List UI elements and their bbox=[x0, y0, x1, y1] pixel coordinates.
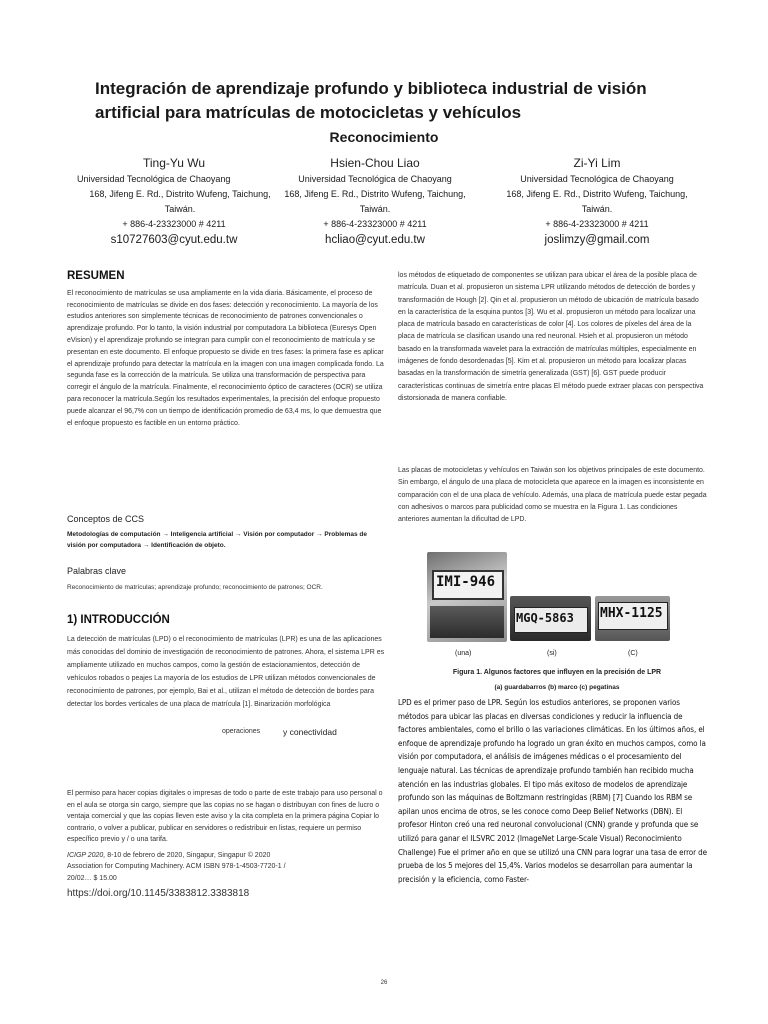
author-block-2 bbox=[260, 155, 490, 249]
plate-photo-b bbox=[510, 596, 591, 641]
plate-text-b: MGQ-5863 bbox=[516, 611, 574, 625]
intro-text: La detección de matrículas (LPD) o el reconocimiento de matrículas (LPR) es una de las aplicaciones más conocidas del dominio de investigación de reconocimiento de patrones. Ahora, el sistema LPR es ampliamente utilizado en muchos campos, como la gestión de estacionamientos, detección de vehículos robados o peajes La mayoría de los estudios de LPR utilizan métodos convencionales de reconocimiento de patrones, por ejemplo, Bai et al., utilizan el método de detección de bordes para detectar los bordes verticales de una placa de matrícula [1]. Binarización morfológica bbox=[67, 635, 385, 708]
conference-line bbox=[67, 850, 385, 862]
author-name: Ting-Yu Wu bbox=[142, 156, 206, 170]
figure-label-b: (si) bbox=[547, 650, 557, 657]
keywords-text: Reconocimiento de matrículas; aprendizaje profundo; reconocimiento de patrones; OCR. bbox=[67, 583, 323, 591]
right-para-3: LPD es el primer paso de LPR. Según los estudios anteriores, se proponen varios métodos para ubicar las placas en diversas condiciones y reducir la influencia de factores ambientales, como el brillo o las variaciones climáticas. En los últimos años, el enfoque de aprendizaje profundo ha logrado un gran éxito en muchos campos, como la visión por computadora, el análisis de imágenes médicas o el procesamiento del lenguaje natural. Las técnicas de aprendizaje profundo también han recibido mucha atención en las industrias globales. El tipo más exitoso de modelos de aprendizaje profundo son las máquinas de Boltzmann restringidas (RBM) [7] Cuando los RBM se apilan unos encima de otros, se les conoce como Deep Belief Networks (DBN). El profesor Hinton creó una red neuronal convolucional (CNN) grande y profunda que se utilizó para ganar el ILSVRC 2012 (ImageNet Large-Scale Visual) Reconocimiento Challenge) Fue el primer año en que se utilizó una CNN para lograr una tasa de error de prueba de los 5 mejores del 15,4%. Varios modelos se desarrollan para aumentar la precisión y la eficiencia, como Faster- bbox=[398, 698, 707, 884]
right-column-mid bbox=[398, 465, 708, 526]
author-affiliation: Universidad Tecnológica de Chaoyang bbox=[520, 174, 674, 184]
abstract-heading: RESUMEN bbox=[67, 270, 125, 282]
left-column bbox=[67, 271, 385, 429]
author-email[interactable]: hcliao@cyut.edu.tw bbox=[325, 234, 425, 246]
intro-block bbox=[67, 615, 385, 711]
author-email[interactable]: joslimzy@gmail.com bbox=[544, 234, 650, 246]
figure-caption: Figura 1. Algunos factores que influyen en la precisión de LPR bbox=[452, 669, 662, 676]
author-affiliation: Universidad Tecnológica de Chaoyang bbox=[298, 174, 452, 184]
plate-photo-c bbox=[595, 596, 670, 641]
doi-link[interactable]: https://doi.org/10.1145/3383812.3383818 bbox=[67, 888, 250, 899]
right-para-2: Las placas de motocicletas y vehículos en Taiwán son los objetivos principales de este documento. Sin embargo, el ángulo de una placa de motocicleta que aparece en la imagen es inconsistente en comparación con el de una placa de vehículo. Además, una placa de matrícula puede estar pegada con adhesivos o marcos para publicidad como se muestra en la Figura 1. Las condiciones anteriores aumentan la dificultad de LPD. bbox=[398, 467, 707, 524]
intro-heading: 1) INTRODUCCIÓN bbox=[67, 614, 170, 626]
author-affiliation: Universidad Tecnológica de Chaoyang bbox=[77, 174, 231, 184]
paper-title-line2: artificial para matrículas de motocicletas y vehículos bbox=[95, 103, 522, 122]
author-name: Hsien-Chou Liao bbox=[330, 156, 420, 170]
author-block-3 bbox=[482, 155, 712, 249]
ccs-text: Metodologías de computación → Inteligencia artificial → Visión por computador → Problemas de visión por computadora → Identificación de objeto. bbox=[67, 530, 368, 549]
permission-block bbox=[67, 788, 385, 900]
keywords-heading: Palabras clave bbox=[67, 566, 127, 576]
permission-text: El permiso para hacer copias digitales o impresas de todo o parte de este trabajo para uso personal o en el aula se otorga sin cargo, siempre que las copias no se hagan o distribuyan con fines de lucro o ventaja comercial y que las copias lleven este aviso y la cita completa en la primera página Copiar lo contrario, o volver a publicar, publicar en servidores o redistribuir en listas, requiere un permiso específico previo y / o una tarifa. bbox=[67, 790, 383, 843]
conference-name: ICIGP 2020, bbox=[67, 851, 106, 859]
author-email[interactable]: s10727603@cyut.edu.tw bbox=[110, 234, 238, 246]
abstract-text: El reconocimiento de matrículas se usa ampliamente en la vida diaria. Básicamente, el proceso de reconocimiento de matrículas se divide en dos fases: detección y reconocimiento. La mayoría de los estudios anteriores son simplemente técnicas de reconocimiento de patrones convencionales o aprendizaje profundo. Por lo tanto, la visión industrial por computadora La biblioteca (Euresys Open eVision) y el aprendizaje profundo se integran para cumplir con el reconocimiento de matrícula y se presentan en este documento. El enfoque propuesto se divide en tres fases: la primera fase es aplicar el aprendizaje profundo para detectar la matrícula en la imagen con una imagen complicada fondo. La segunda fase es la corrección de la matrícula. Se utiliza una transformación de perspectiva para corregir el ángulo de la matrícula. Finalmente, el reconocimiento óptico de caracteres (OCR) se utiliza para reconocer la matrícula.Según los resultados experimentales, la precisión del enfoque propuesto puede alcanzar el 96,7% con un tiempo de identificación promedio de 63,4 ms, lo que demuestra que el enfoque propuesto es factible en un entorno práctico. bbox=[67, 289, 384, 427]
figure-label-a: (una) bbox=[455, 650, 472, 657]
intro-conn-word: y conectividad bbox=[283, 727, 337, 737]
right-column-top bbox=[398, 270, 708, 405]
author-address: 168, Jifeng E. Rd., Distrito Wufeng, Taichung, Taiwán. bbox=[284, 189, 466, 214]
author-block-1 bbox=[59, 155, 289, 249]
plate-text-a: IMI-946 bbox=[436, 574, 496, 590]
conference-rest: 8-10 de febrero de 2020, Singapur, Singapur © 2020 bbox=[105, 851, 271, 859]
page-number: 26 bbox=[380, 980, 388, 986]
author-phone: + 886-4-23323000 # 4211 bbox=[545, 219, 649, 229]
plate-photo-a bbox=[427, 552, 507, 642]
ccs-block bbox=[67, 514, 385, 551]
figure-subcaption: (a) guardabarros (b) marco (c) pegatinas bbox=[494, 684, 620, 691]
keywords-block bbox=[67, 566, 385, 594]
acm-line: Association for Computing Machinery. ACM ISBN 978-1-4503-7720-1 / 20/02… $ 15.00 bbox=[67, 863, 286, 882]
ccs-heading: Conceptos de CCS bbox=[67, 514, 145, 524]
intro-ops-word: operaciones bbox=[222, 728, 261, 735]
paper-title-line1: Integración de aprendizaje profundo y biblioteca industrial de visión bbox=[95, 79, 647, 98]
right-para-1: los métodos de etiquetado de componentes se utilizan para ubicar el área de la posible placa de matrícula. Duan et al. propusieron un sistema LPR utilizando métodos de detección de bordes y transformación de Hough [2]. Qin et al. propusieron un método de ubicación de matrícula basado en la característica de la esquina puntos [3]. Wu et al. propusieron un método para localizar una placa de matrícula basado en características de color [4]. Los colores de píxeles del área de la placa de matrícula se clasifican usando una red neuronal. Hsieh et al. propusieron un método basado en la transformada wavelet para la extracción de matrículas múltiples, especialmente en imágenes de fondo desordenadas [5]. Kim et al. propusieron un método para localizar placas basadas en la transformación de simetría generalizada (GST) [6]. GST puede producir características continuas de simetría entre placas El método puede extraer placas con perspectiva distorsionada de manera confiable. bbox=[398, 272, 704, 402]
figure-label-c: (C) bbox=[628, 650, 638, 657]
author-name: Zi-Yi Lim bbox=[573, 156, 621, 170]
plate-text-c: MHX-1125 bbox=[600, 606, 663, 621]
author-phone: + 886-4-23323000 # 4211 bbox=[323, 219, 427, 229]
author-address: 168, Jifeng E. Rd., Distrito Wufeng, Taichung, Taiwán. bbox=[89, 189, 271, 214]
author-phone: + 886-4-23323000 # 4211 bbox=[122, 219, 226, 229]
author-address: 168, Jifeng E. Rd., Distrito Wufeng, Taichung, Taiwán. bbox=[506, 189, 688, 214]
paper-subtitle: Reconocimiento bbox=[329, 129, 439, 145]
